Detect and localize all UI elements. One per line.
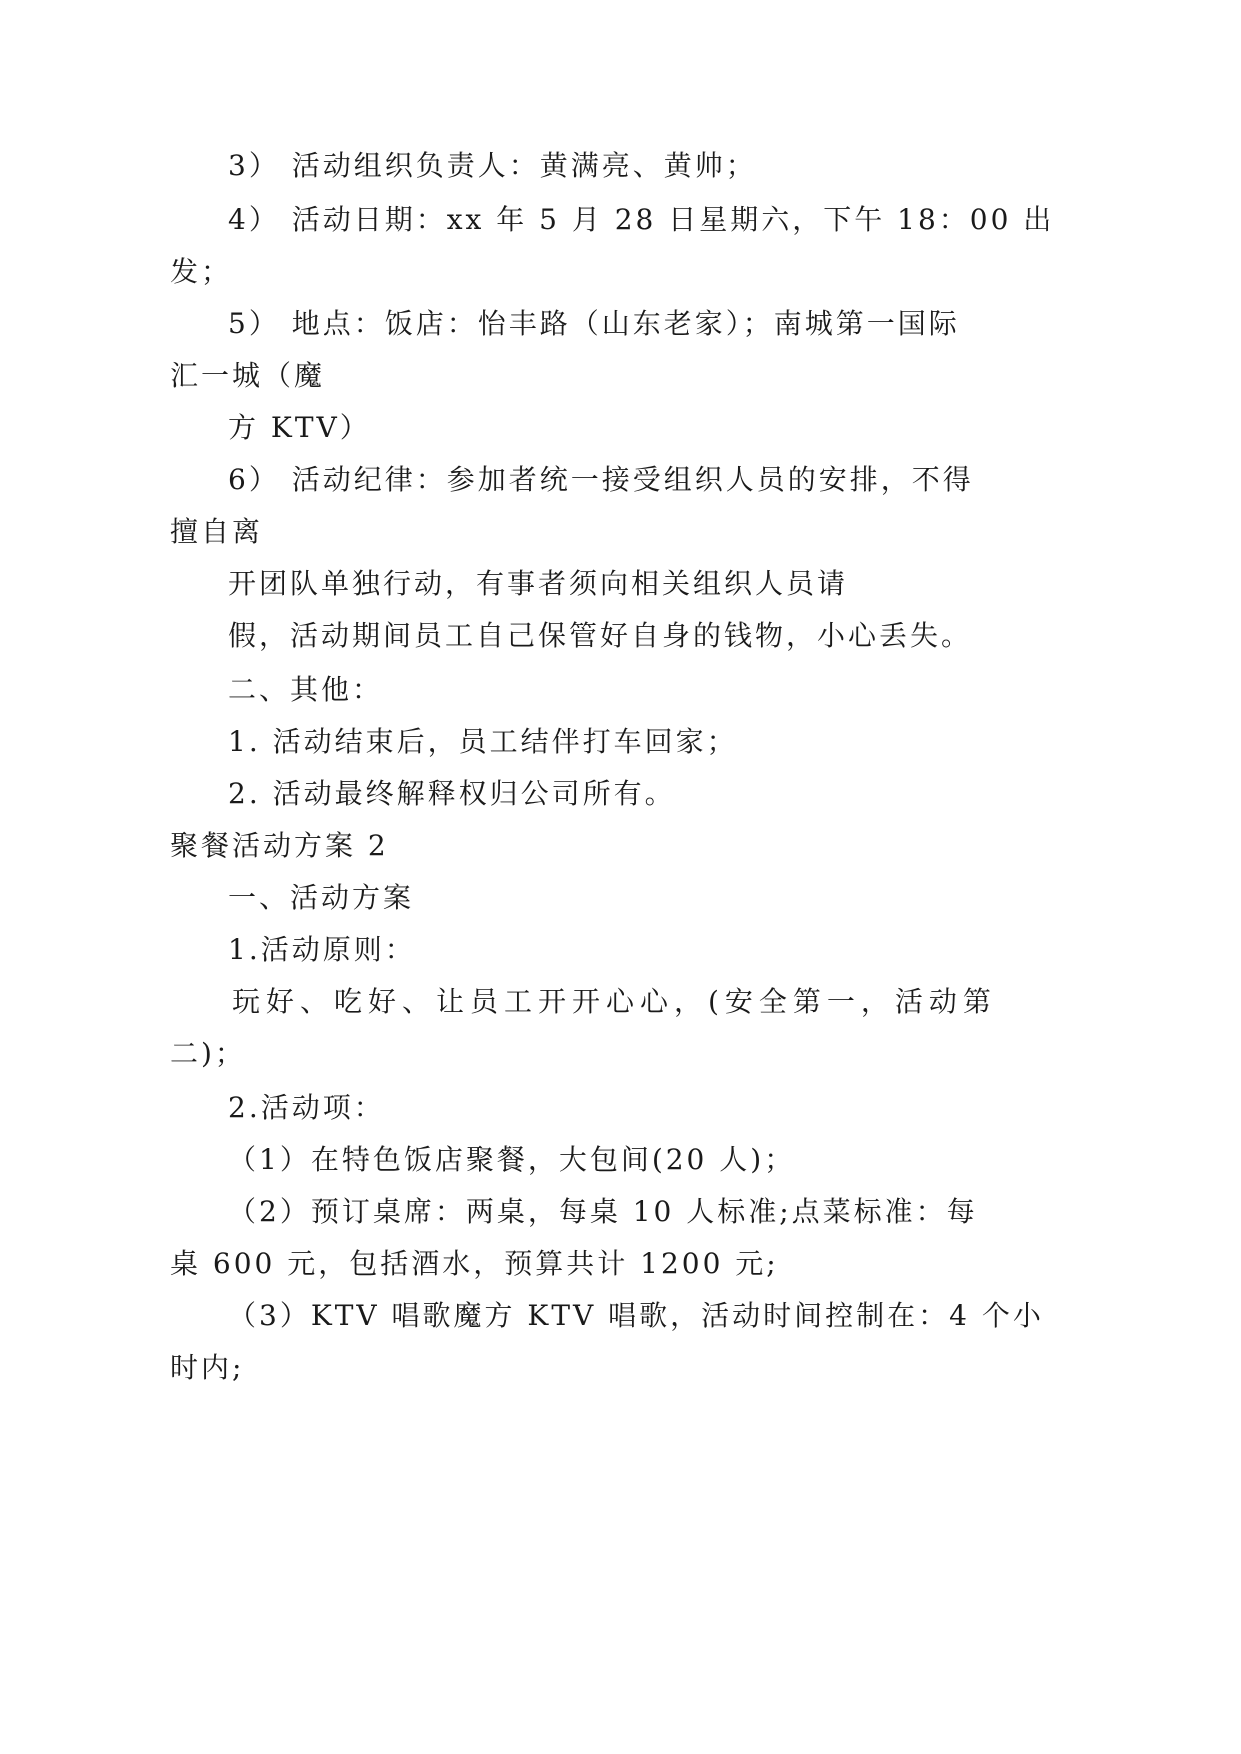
text-line-discipline-belongings: 假，活动期间员工自己保管好自身的钱物，小心丢失。 (228, 619, 973, 652)
text-line-location: 5） 地点：饭店：怡丰路（山东老家）；南城第一国际 (228, 307, 960, 340)
text-line-items: 2.活动项： (228, 1091, 385, 1124)
text-line-date-cont: 发； (170, 255, 233, 288)
text-line-principle: 1.活动原则： (228, 933, 416, 966)
text-line-organizer: 3） 活动组织负责人：黄满亮、黄帅； (228, 149, 757, 182)
text-line-location-ktv: 方 KTV） (228, 411, 371, 444)
section-heading-plan: 一、活动方案 (228, 881, 415, 914)
text-line-date: 4） 活动日期：xx 年 5 月 28 日星期六，下午 18：00 出 (228, 203, 1055, 236)
text-line-other-2: 2. 活动最终解释权归公司所有。 (228, 777, 676, 810)
text-line-discipline-leave: 开团队单独行动，有事者须向相关组织人员请 (228, 567, 849, 600)
text-line-principle-cont: 二)； (170, 1037, 246, 1070)
document-title-plan-2: 聚餐活动方案 2 (170, 829, 389, 862)
text-line-location-cont: 汇一城（魔 (170, 359, 326, 392)
text-line-item-3-cont: 时内; (170, 1351, 245, 1384)
text-line-item-3: （3）KTV 唱歌魔方 KTV 唱歌，活动时间控制在：4 个小 (228, 1299, 1044, 1332)
text-line-item-1: （1）在特色饭店聚餐，大包间(20 人)； (228, 1143, 796, 1176)
text-line-other-1: 1. 活动结束后，员工结伴打车回家； (228, 725, 738, 758)
text-line-item-2: （2）预订桌席：两桌，每桌 10 人标准;点菜标准：每 (228, 1195, 978, 1228)
text-line-principle-body: 玩好、吃好、让员工开开心心，(安全第一，活动第 (232, 985, 997, 1018)
text-line-discipline: 6） 活动纪律：参加者统一接受组织人员的安排，不得 (228, 463, 974, 496)
text-line-item-2-cont: 桌 600 元，包括酒水，预算共计 1200 元; (170, 1247, 779, 1280)
text-line-discipline-cont: 擅自离 (170, 515, 264, 548)
section-heading-other: 二、其他： (228, 673, 384, 706)
